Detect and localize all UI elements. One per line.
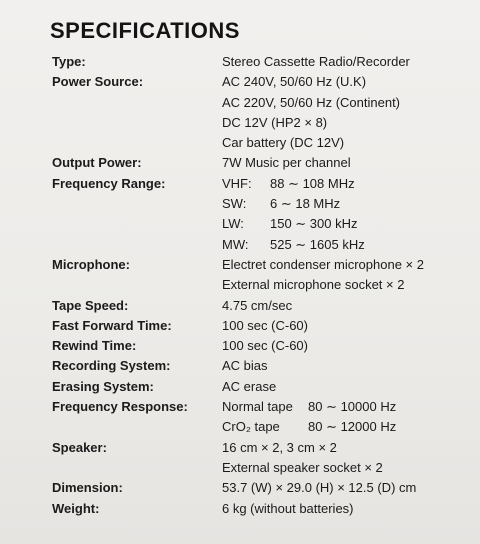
spec-values (222, 255, 472, 296)
frequency-band (222, 194, 472, 214)
spec-label: Speaker: (52, 439, 107, 455)
spec-value: 16 cm × 2, 3 cm × 2 (222, 439, 337, 455)
band-range: 150 ∼ 300 kHz (270, 216, 358, 232)
spec-value: 4.75 cm/sec (222, 297, 293, 313)
spec-row (52, 255, 472, 296)
tape-range: 80 ∼ 12000 Hz (308, 419, 397, 435)
spec-value: 100 sec (C-60) (222, 317, 308, 333)
spec-row (52, 336, 472, 356)
spec-row (52, 174, 472, 255)
spec-row (52, 499, 472, 519)
spec-values (222, 336, 472, 356)
spec-values (222, 356, 472, 376)
spec-value: Stereo Cassette Radio/Recorder (222, 54, 410, 69)
spec-values (222, 377, 472, 397)
spec-label: Microphone: (52, 256, 130, 272)
tape-type: CrO₂ tape (222, 419, 280, 435)
spec-row (52, 296, 472, 316)
spec-row (52, 356, 472, 376)
spec-row (52, 397, 472, 438)
spec-values (222, 397, 472, 438)
spec-label: Erasing System: (52, 378, 154, 394)
band-name: SW: (222, 196, 247, 212)
band-name: LW: (222, 216, 244, 232)
spec-label: Recording System: (52, 358, 171, 374)
spec-value: AC 240V, 50/60 Hz (U.K) (222, 74, 367, 90)
band-range: 6 ∼ 18 MHz (270, 196, 341, 212)
tape-type: Normal tape (222, 399, 293, 415)
spec-row (52, 478, 472, 498)
band-range: 525 ∼ 1605 kHz (270, 236, 365, 252)
spec-value: DC 12V (HP2 × 8) (222, 114, 328, 130)
spec-value: AC 220V, 50/60 Hz (Continent) (222, 94, 401, 110)
spec-label: Tape Speed: (52, 297, 129, 313)
spec-value: External microphone socket × 2 (222, 277, 405, 293)
spec-row (52, 377, 472, 397)
frequency-band (222, 214, 472, 234)
spec-label: Weight: (52, 500, 100, 516)
tape-response (222, 417, 472, 437)
spec-values (222, 438, 472, 479)
spec-values (222, 52, 472, 72)
spec-values (222, 153, 472, 173)
spec-label: Dimension: (52, 480, 123, 496)
spec-values (222, 499, 472, 519)
spec-label: Rewind Time: (52, 338, 137, 354)
band-name: VHF: (222, 175, 252, 191)
spec-label: Frequency Range: (52, 175, 166, 191)
spec-label: Power Source: (52, 74, 144, 90)
spec-value: AC erase (222, 378, 277, 394)
spec-values (222, 316, 472, 336)
spec-value: Electret condenser microphone × 2 (222, 256, 424, 272)
spec-values (222, 174, 472, 255)
spec-label: Fast Forward Time: (52, 317, 172, 333)
tape-response (222, 397, 472, 417)
spec-label: Output Power: (52, 155, 142, 171)
spec-values (222, 296, 472, 316)
spec-row (52, 52, 472, 72)
frequency-band (222, 235, 472, 255)
tape-range: 80 ∼ 10000 Hz (308, 399, 397, 415)
spec-values (222, 72, 472, 153)
spec-label: Type: (52, 54, 86, 69)
spec-row (52, 438, 472, 479)
band-name: MW: (222, 236, 249, 252)
spec-row (52, 316, 472, 336)
spec-value: 100 sec (C-60) (222, 338, 308, 354)
specifications-list (52, 52, 472, 519)
spec-value: External speaker socket × 2 (222, 459, 383, 475)
spec-value: 6 kg (without batteries) (222, 500, 354, 516)
spec-row (52, 72, 472, 153)
spec-row (52, 153, 472, 173)
spec-value: Car battery (DC 12V) (222, 135, 345, 151)
page-title: SPECIFICATIONS (50, 18, 240, 43)
spec-label: Frequency Response: (52, 399, 188, 415)
frequency-band (222, 174, 472, 194)
spec-values (222, 478, 472, 498)
spec-value: 7W Music per channel (222, 155, 351, 171)
spec-value: 53.7 (W) × 29.0 (H) × 12.5 (D) cm (222, 480, 417, 496)
band-range: 88 ∼ 108 MHz (270, 175, 355, 191)
spec-value: AC bias (222, 358, 268, 374)
